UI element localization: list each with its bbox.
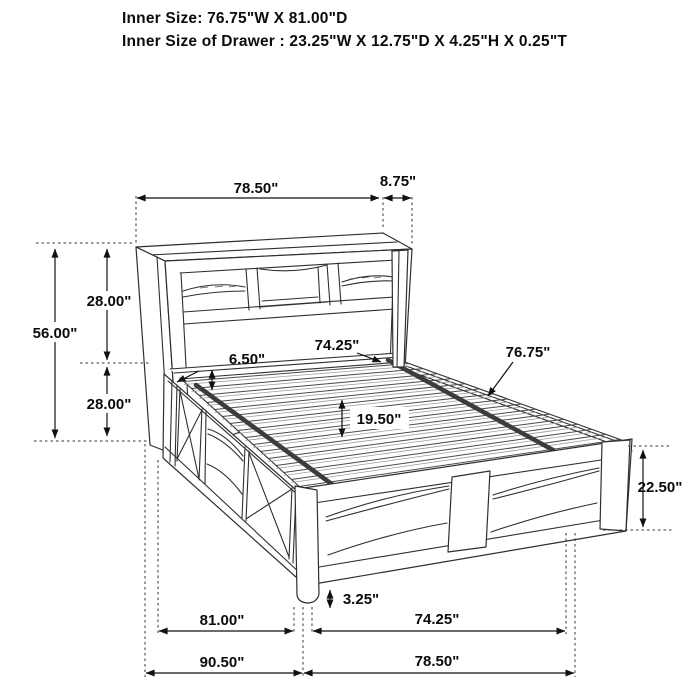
dim-headboard-width — [137, 180, 379, 198]
dim-outer-length-label: 90.50" — [199, 654, 245, 671]
dim-footboard-height-label: 22.50" — [637, 479, 683, 496]
drawer-size-text: Inner Size of Drawer : 23.25"W X 12.75"D X 4.25"H X 0.25"T — [122, 33, 568, 50]
dim-headboard-depth-label: 8.75" — [379, 173, 417, 190]
dim-floor-clearance-label: 3.25" — [342, 591, 380, 608]
dim-headboard-lower-height — [82, 367, 136, 436]
bottom-left-extension-lines — [145, 444, 158, 677]
dim-headboard-depth — [380, 173, 416, 198]
dim-foot-outer-width — [304, 653, 574, 673]
dim-footboard-height — [638, 450, 683, 527]
dim-support-rail — [488, 344, 550, 396]
dim-outer-length — [146, 654, 302, 673]
dim-headboard-lower-height-label: 28.00" — [86, 396, 132, 413]
dim-support-rail-label: 76.75" — [505, 344, 551, 361]
footboard-right-leg — [600, 440, 630, 531]
dim-headboard-upper-height-label: 28.00" — [86, 293, 132, 310]
foot-left-extension-lines — [294, 607, 312, 677]
dim-inner-length — [159, 612, 293, 631]
dim-slat-to-rail-label: 6.50" — [228, 351, 266, 368]
dim-foot-inner-width-label: 74.25" — [414, 611, 460, 628]
dim-foot-inner-width — [313, 611, 565, 631]
dim-floor-clearance — [330, 590, 379, 608]
dim-headboard-total-height — [28, 249, 82, 438]
dim-foot-outer-width-label: 78.50" — [414, 653, 460, 670]
foot-right-extension-lines — [566, 533, 575, 677]
dim-platform-height-label: 19.50" — [356, 411, 402, 428]
inner-size-text: Inner Size: 76.75"W X 81.00"D — [122, 10, 348, 27]
footboard-left-leg — [295, 486, 319, 603]
dim-headboard-width-label: 78.50" — [233, 180, 279, 197]
dim-inner-width-label: 74.25" — [314, 337, 360, 354]
dim-headboard-total-height-label: 56.00" — [32, 325, 78, 342]
dim-headboard-upper-height — [82, 249, 136, 360]
footboard-center-stile — [448, 471, 490, 552]
dim-inner-length-label: 81.00" — [199, 612, 245, 629]
